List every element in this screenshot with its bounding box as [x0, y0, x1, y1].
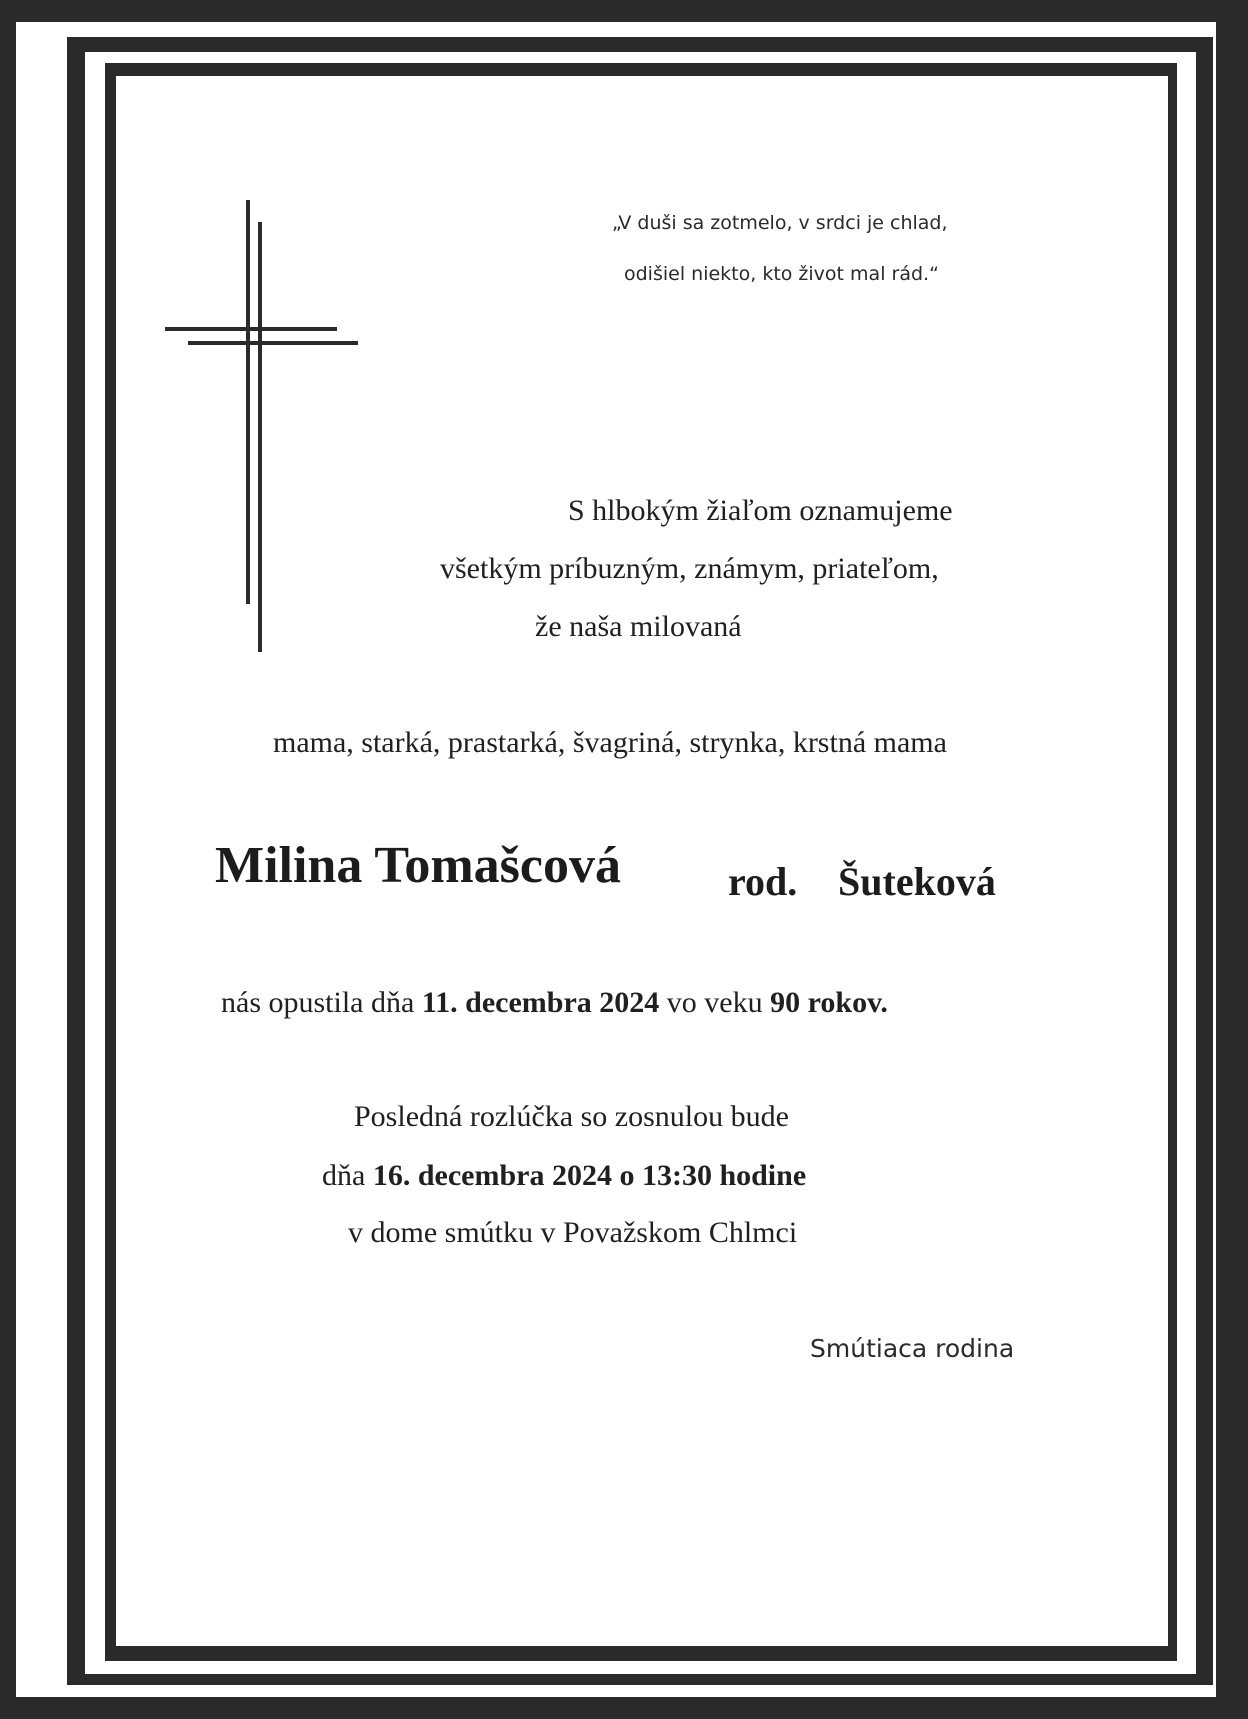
maiden-name: Šuteková: [838, 859, 996, 904]
cross-vertical-2: [258, 222, 262, 652]
quote-line-1: „V duši sa zotmelo, v srdci je chlad,: [612, 212, 948, 234]
death-prefix: nás opustila dňa: [221, 986, 415, 1019]
death-middle: vo veku: [666, 986, 763, 1019]
death-age: 90 rokov.: [770, 986, 888, 1019]
announcement-line-1: S hlbokým žiaľom oznamujeme: [568, 494, 953, 527]
cross-horizontal-1: [165, 327, 337, 331]
signature: Smútiaca rodina: [810, 1334, 1015, 1363]
relations-line: mama, starká, prastarká, švagriná, strynka, krstná mama: [273, 726, 947, 759]
funeral-prefix: dňa: [322, 1159, 366, 1192]
death-line: [221, 986, 888, 1020]
announcement-line-3: že naša milovaná: [535, 610, 742, 643]
quote-line-2: odišiel niekto, kto život mal rád.“: [624, 263, 939, 285]
funeral-line-2: [322, 1159, 806, 1193]
funeral-datetime: 16. decembra 2024 o 13:30 hodine: [372, 1159, 807, 1192]
death-date: 11. decembra 2024: [421, 986, 660, 1019]
announcement-line-2: všetkým príbuzným, známym, priateľom,: [440, 552, 939, 585]
funeral-line-1: Posledná rozlúčka so zosnulou bude: [354, 1100, 789, 1133]
funeral-line-3: v dome smútku v Považskom Chlmci: [348, 1216, 798, 1249]
cross-vertical-1: [246, 200, 250, 604]
deceased-name: Milina Tomašcová: [215, 837, 621, 894]
nee-label: rod.: [728, 859, 798, 904]
cross-horizontal-2: [188, 341, 358, 345]
